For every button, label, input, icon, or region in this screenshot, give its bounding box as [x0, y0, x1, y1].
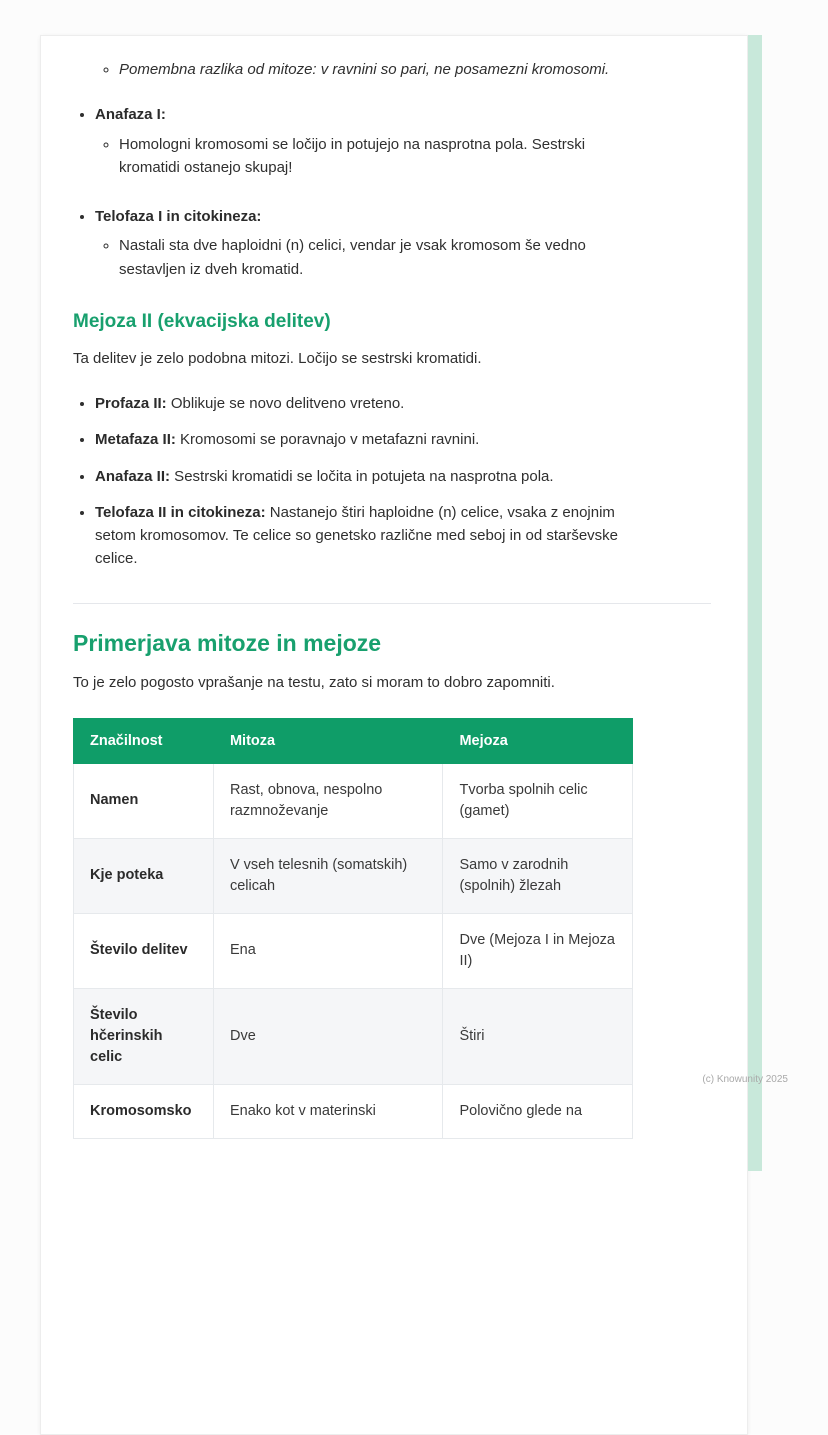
phase-text: Kromosomi se poravnajo v metafazni ravnini.: [175, 431, 480, 449]
table-row: [74, 1084, 633, 1138]
intro-sub-bullet: ◦ Pomembna razlika od mitoze: v ravnini so pari, ne posamezni kromosomi.: [119, 58, 633, 81]
table-header-mitoza: Mitoza: [213, 718, 443, 763]
phase-bold: Telofaza II in citokineza:: [95, 503, 266, 521]
primerjava-paragraph: To je zelo pogosto vprašanje na testu, zato si moram to dobro zapomniti.: [73, 673, 555, 691]
phase-bold: Metafaza II:: [95, 431, 176, 449]
table-cell: Kromosomsko: [74, 1084, 214, 1138]
table-cell: Ena: [213, 913, 443, 988]
notes-card: [40, 35, 748, 1435]
table-cell: Število delitev: [74, 913, 214, 988]
table-cell: Dve (Mejoza I in Mejoza II): [443, 913, 633, 988]
list-item-anafaza1: [95, 103, 633, 179]
phase-sub-text: ◦ Homologni kromosomi se ločijo in potujejo na nasprotna pola. Sestrski kromatidi ostanejo skupaj!: [119, 133, 633, 180]
list-item-anafaza2: [95, 465, 633, 488]
meiosis1-phase-list: [73, 103, 633, 281]
list-item-metafaza2: [95, 428, 633, 451]
table-cell: Dve: [213, 988, 443, 1084]
phase-title: Anafaza I:: [95, 106, 166, 124]
table-header-znacilnost: Značilnost: [74, 718, 214, 763]
table-cell: Polovično glede na: [443, 1084, 633, 1138]
table-cell: V vseh telesnih (somatskih) celicah: [213, 838, 443, 913]
phase-text: Nastanejo štiri haploidne (n) celice, vsaka z enojnim setom kromosomov. Te celice so genetsko različne med seboj in od starševske celice.: [95, 503, 619, 568]
table-cell: Kje poteka: [74, 838, 214, 913]
phase-text: Sestrski kromatidi se ločita in potujeta na nasprotna pola.: [170, 467, 554, 485]
meiosis2-phase-list: [73, 392, 633, 571]
table-row: [74, 838, 633, 913]
knowunity-watermark: (c) Knowunity 2025: [702, 1074, 788, 1085]
page-edge-stripe: [748, 35, 762, 1171]
list-item-telofaza1: [95, 205, 633, 281]
phase-text: Oblikuje se novo delitveno vreteno.: [166, 395, 405, 412]
table-cell: Štiri: [443, 988, 633, 1084]
list-item-profaza2: [95, 392, 633, 415]
section-divider: [73, 603, 711, 604]
heading-primerjava: Primerjava mitoze in mejoze: [73, 629, 382, 656]
heading-mejoza2: Mejoza II (ekvacijska delitev): [73, 310, 331, 332]
phase-title: Telofaza I in citokineza:: [95, 208, 262, 225]
table-row: [74, 763, 633, 838]
table-cell: Tvorba spolnih celic (gamet): [443, 763, 633, 838]
phase-bold: Anafaza II:: [95, 467, 171, 485]
list-item-telofaza2: [95, 501, 633, 571]
table-cell: Enako kot v materinski: [213, 1084, 443, 1138]
intro-sub-list: [73, 58, 633, 81]
table-row: [74, 913, 633, 988]
phase-sub-list: [95, 133, 633, 180]
table-cell: Samo v zarodnih (spolnih) žlezah: [443, 838, 633, 913]
phase-sub-list: [95, 234, 633, 281]
table-cell: Rast, obnova, nespolno razmnoževanje: [213, 763, 443, 838]
table-cell: Število hčerinskih celic: [74, 988, 214, 1084]
table-header-row: [74, 718, 633, 763]
comparison-table: [73, 718, 633, 1139]
mejoza2-paragraph: Ta delitev je zelo podobna mitozi. Ločijo se sestrski kromatidi.: [73, 349, 482, 367]
phase-sub-text: ◦ Nastali sta dve haploidni (n) celici, vendar je vsak kromosom še vedno sestavljen iz dveh kromatid.: [119, 234, 633, 281]
table-row: [74, 988, 633, 1084]
table-cell: Namen: [74, 763, 214, 838]
table-header-mejoza: Mejoza: [443, 718, 633, 763]
phase-bold: Profaza II:: [95, 395, 167, 412]
